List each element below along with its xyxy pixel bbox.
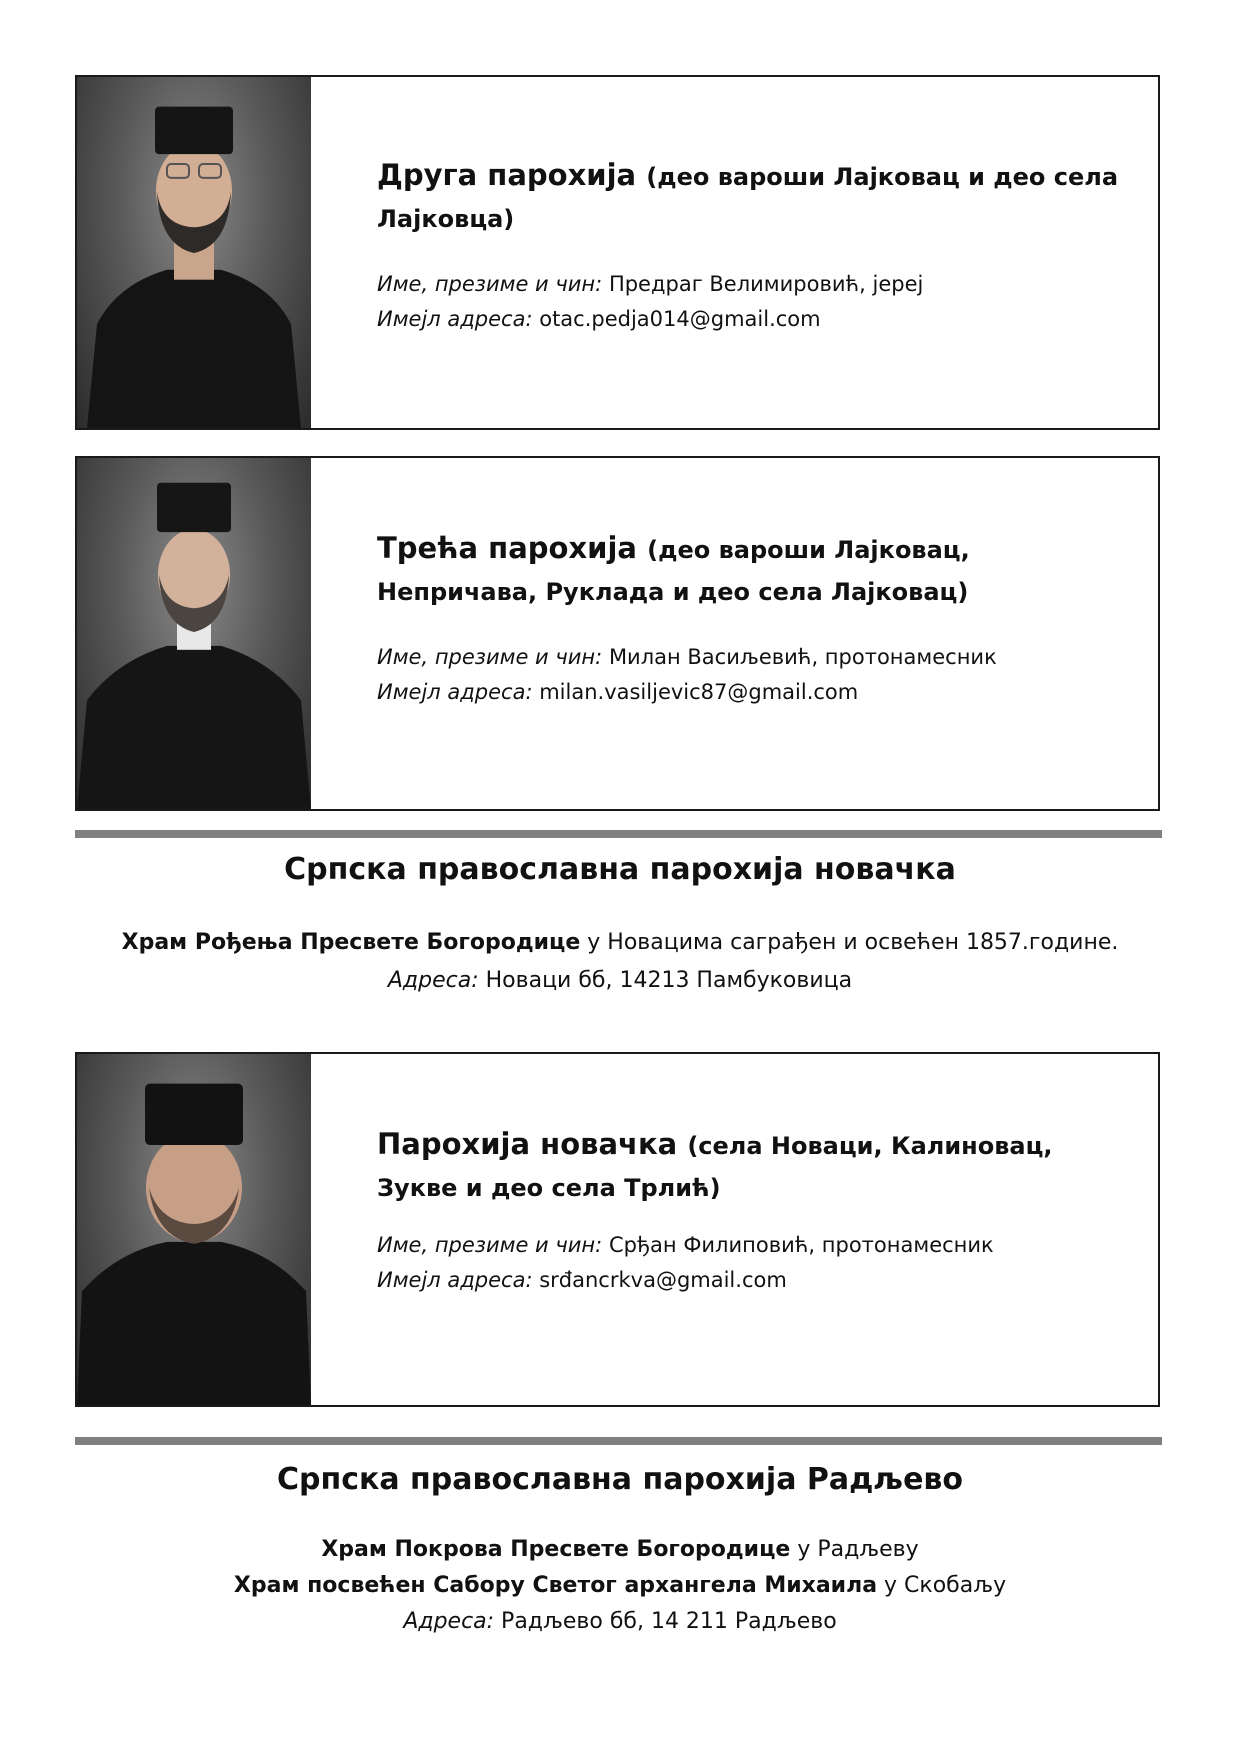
- name-value: Срђан Филиповић, протонамесник: [608, 1233, 994, 1257]
- address-value: Радљево бб, 14 211 Радљево: [494, 1609, 837, 1634]
- priest-name-row: [377, 640, 1128, 675]
- name-label: Име, презиме и чин:: [377, 272, 603, 296]
- priest-email-row: [377, 675, 1128, 710]
- priest-email-row: [377, 1263, 1128, 1298]
- parish-title: Парохија новачка: [377, 1127, 678, 1161]
- priest-name-row: [377, 1228, 1128, 1263]
- priest-portrait-image: [77, 1054, 311, 1405]
- priest-portrait-image: [77, 458, 311, 809]
- temple-line-novaci: [0, 925, 1240, 961]
- email-label: Имејл адреса:: [377, 1268, 533, 1292]
- temple-desc: у Радљеву: [790, 1537, 919, 1562]
- section-title-novaci: Српска православна парохија новачка: [284, 852, 956, 887]
- parish-card-novacka: [75, 1052, 1160, 1407]
- temple-line-radljevo-2: [0, 1568, 1240, 1604]
- temple-desc: у Новацима саграђен и освећен 1857.године.: [580, 930, 1119, 955]
- address-label: Адреса:: [403, 1609, 495, 1634]
- address-value: Новаци бб, 14213 Памбуковица: [478, 968, 853, 993]
- email-value[interactable]: milan.vasiljevic87@gmail.com: [539, 680, 859, 704]
- section-divider: [75, 1437, 1162, 1445]
- priest-portrait-image: [77, 77, 311, 428]
- priest-email-row: [377, 302, 1128, 337]
- priest-photo: [77, 1054, 311, 1405]
- temple-desc: у Скобаљу: [877, 1573, 1007, 1598]
- priest-photo: [77, 458, 311, 809]
- parish-card-treca: [75, 456, 1160, 811]
- temple-name: Храм Покрова Пресвете Богородице: [321, 1537, 791, 1562]
- email-label: Имејл адреса:: [377, 307, 533, 331]
- parish-area: (део вароши Лајковац и део села Лајковца): [377, 163, 1119, 233]
- priest-photo: [77, 77, 311, 428]
- temple-name: Храм Рођења Пресвете Богородице: [121, 930, 581, 955]
- section-title-radljevo: Српска православна парохија Радљево: [276, 1462, 964, 1497]
- email-value[interactable]: otac.pedja014@gmail.com: [539, 307, 821, 331]
- parish-card-druga: [75, 75, 1160, 430]
- name-label: Име, презиме и чин:: [377, 1233, 603, 1257]
- parish-area: (део вароши Лајковац, Непричава, Руклада и део села Лајковац): [377, 536, 970, 606]
- address-line-radljevo: [0, 1604, 1240, 1640]
- email-value[interactable]: srđancrkva@gmail.com: [539, 1268, 787, 1292]
- section-divider: [75, 830, 1162, 838]
- temple-name: Храм посвећен Сабору Светог архангела Михаила: [233, 1573, 878, 1598]
- parish-title: Друга парохија: [377, 158, 637, 192]
- name-label: Име, презиме и чин:: [377, 645, 603, 669]
- parish-title: Трећа парохија: [377, 531, 637, 565]
- address-label: Адреса:: [387, 968, 479, 993]
- name-value: Милан Васиљевић, протонамесник: [608, 645, 997, 669]
- parish-area: (села Новаци, Калиновац, Зукве и део села Трлић): [377, 1132, 1053, 1202]
- name-value: Предраг Велимировић, јереј: [608, 272, 924, 296]
- priest-name-row: [377, 267, 1128, 302]
- email-label: Имејл адреса:: [377, 680, 533, 704]
- temple-line-radljevo-1: [0, 1532, 1240, 1568]
- address-line-novaci: [0, 963, 1240, 999]
